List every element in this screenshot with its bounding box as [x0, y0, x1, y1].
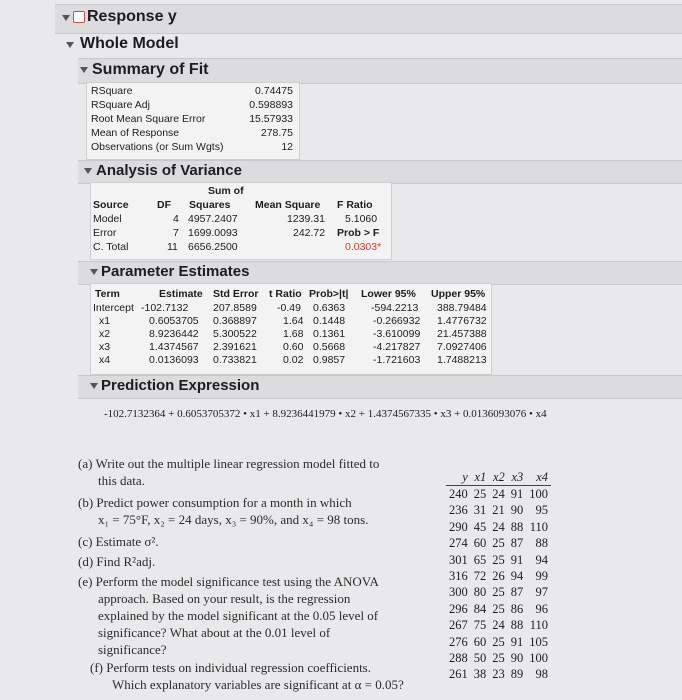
table-row: [446, 486, 551, 503]
table-cell: 45: [473, 519, 487, 534]
anova-ms: 1239.31: [287, 213, 325, 225]
table-cell: 25: [473, 487, 487, 501]
table-cell: 60: [473, 634, 487, 649]
param-stderr: 5.300522: [213, 328, 257, 340]
table-cell: 99: [535, 569, 548, 584]
summary-label: Observations (or Sum Wgts): [91, 141, 224, 153]
params-col-header: Upper 95%: [431, 288, 486, 300]
table-cell: 290: [449, 519, 468, 534]
table-cell: 23: [492, 667, 505, 682]
anova-table: [90, 182, 392, 260]
table-row: [446, 552, 551, 568]
table-cell: 300: [449, 585, 468, 600]
col-y: y: [462, 470, 468, 484]
param-estimate: 0.0136093: [149, 354, 199, 366]
question-f: [90, 659, 404, 693]
table-cell: 98: [535, 667, 548, 682]
anova-prob-label: Prob > F: [337, 227, 380, 239]
params-col-header: t Ratio: [269, 288, 302, 300]
question-line: this data.: [98, 473, 145, 488]
table-cell: 88: [510, 519, 524, 534]
table-row: [446, 601, 551, 617]
anova-source: Error: [93, 227, 117, 239]
summary-label: Root Mean Square Error: [91, 113, 206, 125]
param-upper: 388.79484: [437, 302, 487, 314]
table-cell: 25: [492, 585, 505, 600]
summary-disclosure-icon[interactable]: [80, 67, 88, 73]
table-row: [446, 535, 551, 551]
summary-label: RSquare Adj: [91, 99, 150, 111]
table-cell: 90: [510, 651, 524, 666]
col-x1: x1: [474, 470, 487, 484]
param-prob: 0.5668: [313, 341, 346, 353]
param-stderr: 0.368897: [213, 315, 257, 327]
anova-col-header: F Ratio: [337, 199, 373, 211]
summary-table: [86, 82, 300, 160]
params-title: Parameter Estimates: [101, 263, 250, 280]
params-col-header: Term: [95, 288, 120, 300]
question-line: significance? What about at the 0.01 level of: [98, 625, 331, 640]
table-cell: 301: [449, 552, 468, 567]
anova-col-header: DF: [157, 199, 171, 211]
param-prob: 0.1361: [313, 328, 346, 340]
anova-col-header: Squares: [189, 199, 231, 211]
summary-value: 12: [281, 141, 293, 153]
table-cell: 50: [473, 651, 487, 666]
table-cell: 84: [473, 601, 487, 616]
params-disclosure-icon[interactable]: [90, 269, 98, 275]
table-cell: 72: [473, 569, 487, 584]
summary-value: 0.598893: [249, 99, 293, 111]
table-row: [446, 568, 551, 584]
table-cell: 316: [449, 569, 468, 584]
param-estimate: 1.4374567: [149, 341, 199, 353]
table-cell: 110: [529, 519, 548, 534]
question-d: [78, 553, 155, 570]
table-row: [446, 634, 551, 650]
param-prob: 0.6363: [313, 302, 346, 314]
table-cell: 87: [510, 585, 524, 600]
table-cell: 60: [473, 536, 487, 551]
table-cell: 24: [492, 487, 505, 501]
anova-col-header: Mean Square: [255, 199, 321, 211]
prediction-expression: -102.7132364 + 0.6053705372 • x1 + 8.9236441979 • x2 + 1.4374567335 • x3 + 0.0136093076 • x4: [104, 408, 547, 420]
param-lower: -0.266932: [373, 315, 421, 327]
param-lower: -1.721603: [373, 354, 421, 366]
table-cell: 100: [529, 487, 548, 501]
summary-value: 0.74475: [255, 85, 293, 97]
question-line: significance?: [98, 642, 167, 657]
data-table-body: [446, 486, 551, 683]
col-x4: x4: [536, 470, 548, 484]
question-line: (b) Predict power consumption for a month in which: [78, 495, 352, 510]
table-cell: 267: [449, 618, 468, 633]
param-tratio: -0.49: [277, 302, 301, 314]
table-cell: 25: [492, 601, 505, 616]
table-cell: 87: [510, 536, 524, 551]
table-cell: 31: [473, 503, 487, 518]
question-e: [78, 573, 379, 658]
table-cell: 296: [449, 601, 468, 616]
table-cell: 75: [473, 618, 487, 633]
summary-title: Summary of Fit: [92, 61, 209, 78]
question-line: (e) Perform the model significance test using the ANOVA: [78, 574, 379, 589]
data-table-wrap: [446, 470, 551, 683]
table-cell: 94: [535, 552, 548, 567]
table-cell: 90: [510, 503, 524, 518]
table-row: [446, 519, 551, 535]
question-line: (c) Estimate σ².: [78, 534, 159, 549]
question-b: [78, 494, 368, 528]
anova-f: 5.1060: [345, 213, 378, 225]
response-disclosure-icon[interactable]: [62, 15, 70, 21]
table-row: [446, 617, 551, 633]
param-term: x4: [99, 354, 111, 366]
table-cell: 89: [510, 667, 524, 682]
anova-df: 7: [173, 227, 179, 239]
param-estimate: -102.7132: [141, 302, 189, 314]
params-col-header: Std Error: [213, 288, 259, 300]
summary-value: 278.75: [260, 127, 293, 139]
table-cell: 91: [510, 487, 524, 501]
anova-df: 11: [167, 241, 178, 253]
prediction-title: Prediction Expression: [101, 377, 260, 394]
anova-source: Model: [93, 213, 122, 225]
question-c: [78, 533, 159, 550]
param-term: Intercept: [93, 302, 134, 314]
table-cell: 95: [535, 503, 548, 518]
table-cell: 25: [492, 634, 505, 649]
table-cell: 88: [535, 536, 548, 551]
param-upper: 21.457388: [437, 328, 487, 340]
table-cell: 100: [529, 651, 548, 666]
table-cell: 80: [473, 585, 487, 600]
table-cell: 94: [510, 569, 524, 584]
anova-prob-value: 0.0303*: [345, 241, 382, 253]
anova-sum-of: Sum of: [208, 185, 244, 197]
param-stderr: 2.391621: [213, 341, 257, 353]
table-cell: 96: [535, 601, 548, 616]
param-term: x2: [99, 328, 111, 340]
param-upper: 1.4776732: [437, 315, 487, 327]
question-line: (a) Write out the multiple linear regression model fitted to: [78, 456, 380, 471]
table-cell: 25: [492, 536, 505, 551]
table-cell: 274: [449, 536, 468, 551]
table-cell: 105: [529, 634, 548, 649]
table-cell: 91: [510, 552, 524, 567]
summary-value: 15.57933: [249, 113, 293, 125]
question-line: explained by the model significant at the 0.05 level of: [98, 608, 379, 623]
table-cell: 88: [510, 618, 524, 633]
prediction-disclosure-icon[interactable]: [90, 383, 98, 389]
table-cell: 240: [449, 487, 468, 501]
table-cell: 91: [510, 634, 524, 649]
table-cell: 65: [473, 552, 487, 567]
param-estimate: 0.6053705: [149, 315, 199, 327]
table-cell: 38: [473, 667, 487, 682]
param-lower: -3.610099: [373, 328, 421, 340]
table-row: [446, 666, 551, 682]
param-upper: 7.0927406: [437, 341, 487, 353]
param-prob: 0.9857: [313, 354, 346, 366]
param-tratio: 1.64: [283, 315, 304, 327]
param-lower: -594.2213: [371, 302, 419, 314]
question-line: (d) Find R²adj.: [78, 554, 156, 569]
anova-ms: 242.72: [293, 227, 326, 239]
param-upper: 1.7488213: [437, 354, 487, 366]
param-lower: -4.217827: [373, 341, 421, 353]
param-stderr: 207.8589: [213, 302, 257, 314]
table-cell: 24: [492, 618, 505, 633]
summary-label: RSquare: [91, 85, 133, 97]
table-cell: 236: [449, 503, 468, 518]
table-cell: 24: [492, 519, 505, 534]
response-title: Response y: [87, 8, 177, 25]
question-line: (f) Perform tests on individual regression coefficients.: [90, 660, 371, 675]
question-line: x₁ = 75°F, x₂ = 24 days, x₃ = 90%, and x₄ = 98 tons.: [98, 512, 369, 527]
params-col-header: Estimate: [159, 288, 203, 300]
data-table: [446, 470, 551, 683]
param-stderr: 0.733821: [213, 354, 257, 366]
anova-ss: 1699.0093: [188, 227, 238, 239]
anova-ss: 6656.2500: [188, 241, 238, 253]
table-cell: 288: [449, 651, 468, 666]
anova-title: Analysis of Variance: [96, 162, 242, 179]
whole-model-title: Whole Model: [80, 35, 179, 52]
summary-label: Mean of Response: [91, 127, 180, 139]
param-term: x3: [99, 341, 111, 353]
data-table-header: [446, 470, 551, 486]
table-cell: 86: [510, 601, 524, 616]
table-cell: 21: [492, 503, 505, 518]
table-cell: 110: [529, 618, 548, 633]
question-line: approach. Based on your result, is the regression: [98, 591, 351, 606]
params-col-header: Prob>|t|: [309, 288, 349, 300]
params-col-header: Lower 95%: [361, 288, 416, 300]
params-table: [90, 283, 492, 375]
table-cell: 261: [449, 667, 468, 682]
table-row: [446, 650, 551, 666]
table-cell: 25: [492, 651, 505, 666]
table-cell: 25: [492, 552, 505, 567]
anova-col-header: Source: [93, 199, 129, 211]
whole-model-disclosure-icon[interactable]: [66, 42, 74, 48]
anova-ss: 4957.2407: [188, 213, 238, 225]
table-row: [446, 584, 551, 600]
question-line: Which explanatory variables are significant at α = 0.05?: [112, 677, 404, 692]
anova-disclosure-icon[interactable]: [84, 168, 92, 174]
anova-source: C. Total: [93, 241, 129, 253]
col-x3: x3: [511, 470, 524, 484]
param-tratio: 1.68: [283, 328, 304, 340]
param-estimate: 8.9236442: [149, 328, 199, 340]
question-a: [78, 455, 379, 489]
param-tratio: 0.60: [283, 341, 304, 353]
response-menu-icon[interactable]: [73, 11, 85, 23]
table-cell: 97: [535, 585, 548, 600]
param-term: x1: [99, 315, 111, 327]
anova-df: 4: [173, 213, 179, 225]
table-cell: 276: [449, 634, 468, 649]
param-tratio: 0.02: [283, 354, 304, 366]
table-cell: 26: [492, 569, 505, 584]
table-row: [446, 502, 551, 518]
param-prob: 0.1448: [313, 315, 346, 327]
col-x2: x2: [492, 470, 505, 484]
